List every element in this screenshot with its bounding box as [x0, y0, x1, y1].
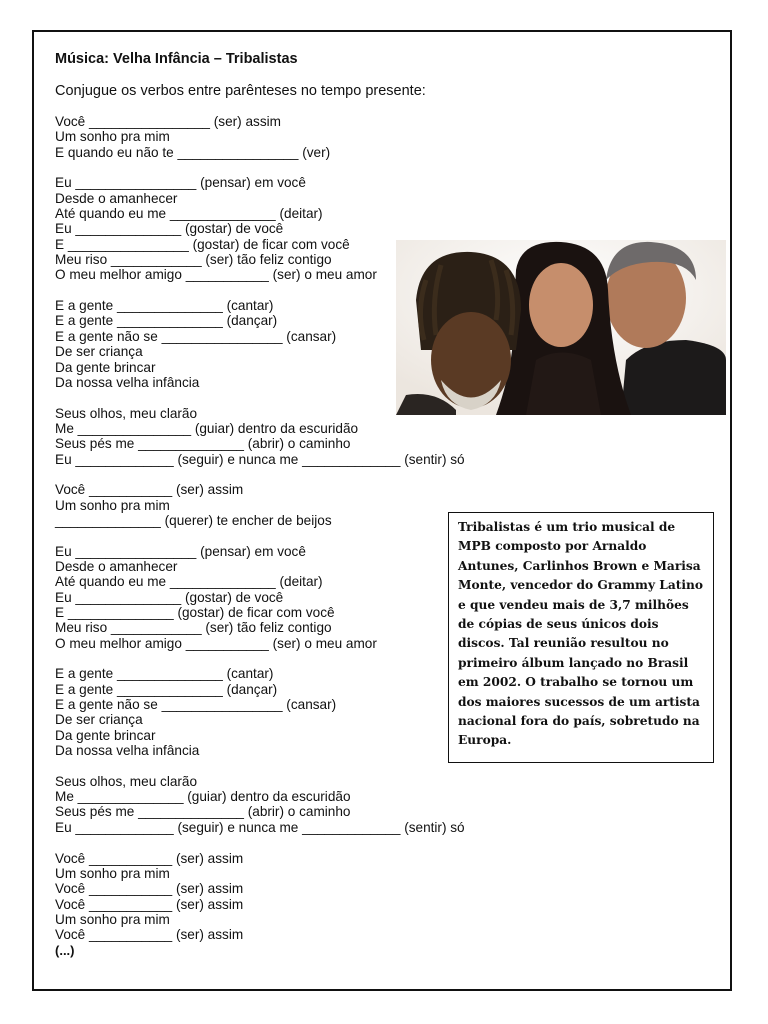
lyric-line: E a gente ______________ (cantar)	[55, 666, 274, 682]
continuation-ellipsis: (...)	[55, 942, 75, 958]
lyric-line: E a gente ______________ (dançar)	[55, 681, 278, 697]
lyric-line: Seus pés me ______________ (abrir) o caminho	[55, 436, 351, 452]
info-box: Tribalistas é um trio musical de MPB composto por Arnaldo Antunes, Carlinhos Brown e Marisa Monte, vencedor do Grammy Latino e que vendeu mais de 3,7 milhões de cópias de seus únicos dois discos. Tal reunião resultou no primeiro álbum lançado no Brasil em 2002. O trabalho se tornou um dos maiores sucessos de um artista nacional fora do país, sobretudo na Europa.	[448, 512, 714, 763]
lyric-line: E a gente ______________ (dançar)	[55, 313, 278, 329]
lyric-line: Eu ______________ (gostar) de você	[55, 221, 284, 237]
lyric-line: Eu ________________ (pensar) em você	[55, 543, 306, 559]
lyric-line: ______________ (querer) te encher de beijos	[55, 512, 332, 528]
lyric-line: Um sonho pra mim	[55, 497, 170, 513]
lyric-line: E a gente ______________ (cantar)	[55, 298, 274, 314]
lyric-line: O meu melhor amigo ___________ (ser) o meu amor	[55, 635, 377, 651]
lyric-line: Da nossa velha infância	[55, 743, 200, 759]
lyric-line: Eu ______________ (gostar) de você	[55, 589, 284, 605]
lyric-line: E ________________ (gostar) de ficar com você	[55, 236, 350, 252]
lyric-line: Seus olhos, meu clarão	[55, 405, 198, 421]
lyric-line: Um sonho pra mim	[55, 911, 170, 927]
lyric-line: Desde o amanhecer	[55, 190, 178, 206]
stanza-gap	[55, 651, 515, 666]
stanza-gap	[55, 528, 515, 543]
lyric-line: Meu riso ____________ (ser) tão feliz contigo	[55, 620, 332, 636]
instruction-text: Conjugue os verbos entre parênteses no tempo presente:	[55, 83, 426, 99]
lyric-line: Até quando eu me ______________ (deitar)	[55, 206, 323, 222]
lyric-line: Um sonho pra mim	[55, 129, 170, 145]
lyric-line: E a gente não se ________________ (cansar)	[55, 328, 337, 344]
lyric-line: E a gente não se ________________ (cansar)	[55, 697, 337, 713]
lyric-line: Me ______________ (guiar) dentro da escuridão	[55, 789, 351, 805]
stanza-gap	[55, 467, 515, 482]
page-title: Música: Velha Infância – Tribalistas	[55, 51, 298, 67]
lyric-line: De ser criança	[55, 344, 143, 360]
stanza-gap	[55, 160, 515, 175]
lyric-line: Eu _____________ (seguir) e nunca me _____________ (sentir) só	[55, 451, 465, 467]
lyric-line: De ser criança	[55, 712, 143, 728]
lyric-line: Desde o amanhecer	[55, 558, 178, 574]
lyric-line: Me _______________ (guiar) dentro da escuridão	[55, 420, 359, 436]
lyric-line: Você ___________ (ser) assim	[55, 927, 244, 943]
lyric-line: O meu melhor amigo ___________ (ser) o meu amor	[55, 267, 377, 283]
band-photo	[396, 240, 726, 415]
stanza-gap	[55, 758, 515, 773]
stanza-gap	[55, 835, 515, 850]
lyric-line: Você ___________ (ser) assim	[55, 896, 244, 912]
lyric-line: Até quando eu me ______________ (deitar)	[55, 574, 323, 590]
lyric-line: Eu _____________ (seguir) e nunca me _____________ (sentir) só	[55, 819, 465, 835]
lyric-line: Eu ________________ (pensar) em você	[55, 175, 306, 191]
lyric-line: E quando eu não te ________________ (ver)	[55, 144, 331, 160]
lyric-line: Você ________________ (ser) assim	[55, 114, 281, 129]
lyric-line: Meu riso ____________ (ser) tão feliz contigo	[55, 252, 332, 268]
lyric-line: Você ___________ (ser) assim	[55, 482, 244, 498]
lyric-line: Um sonho pra mim	[55, 865, 170, 881]
band-photo-illustration	[396, 240, 726, 415]
lyric-line: Seus pés me ______________ (abrir) o caminho	[55, 804, 351, 820]
lyric-line: Você ___________ (ser) assim	[55, 850, 244, 866]
lyric-line: Você ___________ (ser) assim	[55, 881, 244, 897]
lyric-line: Seus olhos, meu clarão	[55, 773, 198, 789]
lyric-line: Da gente brincar	[55, 727, 156, 743]
lyric-line: E ______________ (gostar) de ficar com você	[55, 605, 335, 620]
lyric-line: Da gente brincar	[55, 359, 156, 375]
lyric-line: Da nossa velha infância	[55, 374, 200, 390]
